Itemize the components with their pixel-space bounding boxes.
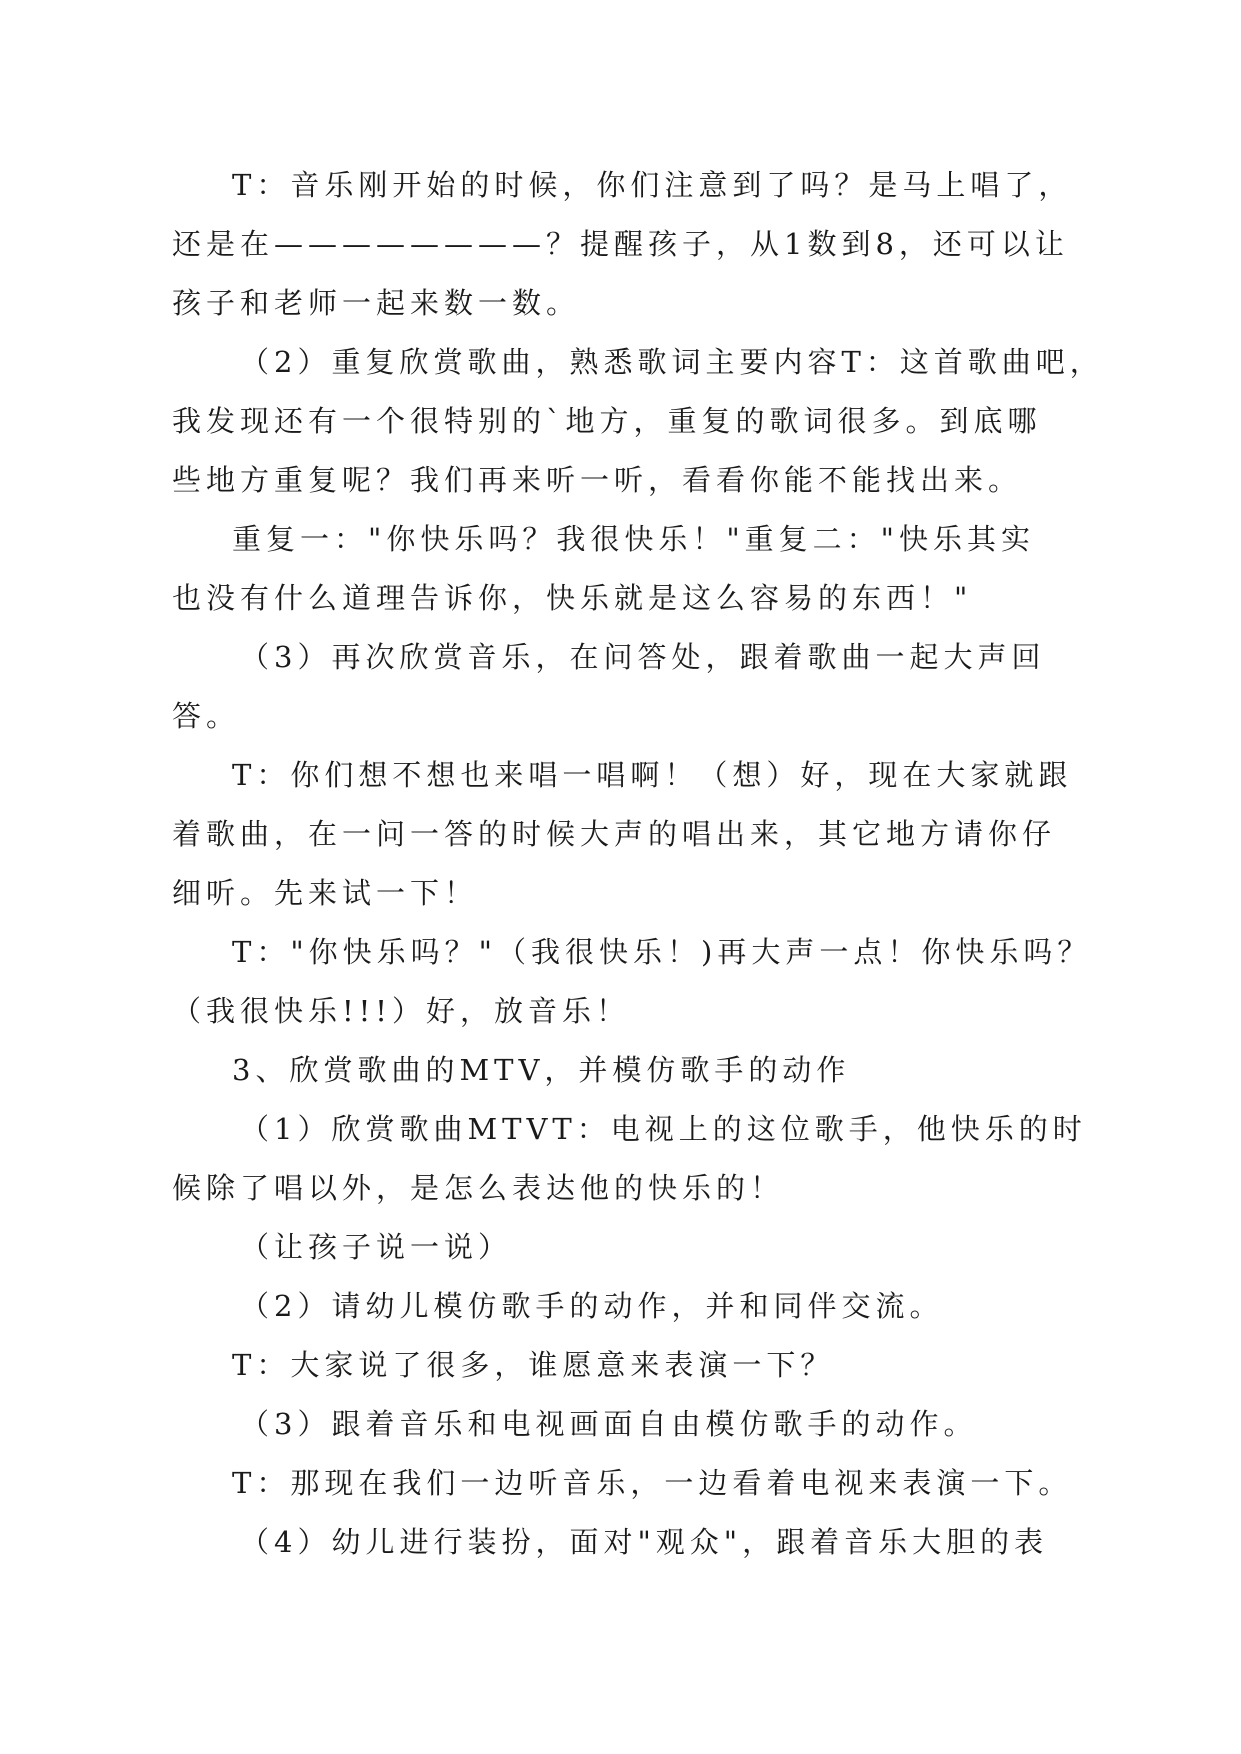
text-line: 着歌曲，在一问一答的时候大声的唱出来，其它地方请你仔 — [172, 817, 1057, 851]
text-line: （2）请幼儿模仿歌手的动作，并和同伴交流。 — [240, 1289, 944, 1323]
text-line: （让孩子说一说） — [240, 1230, 513, 1264]
text-line: T：你们想不想也来唱一唱啊！（想）好，现在大家就跟 — [232, 758, 1073, 792]
text-line: （1）欣赏歌曲MTVT：电视上的这位歌手，他快乐的时 — [240, 1112, 1087, 1146]
text-line: （2）重复欣赏歌曲，熟悉歌词主要内容T：这首歌曲吧， — [240, 345, 1104, 379]
text-line: （3）跟着音乐和电视画面自由模仿歌手的动作。 — [240, 1407, 978, 1441]
text-line: 还是在————————？提醒孩子，从1数到8，还可以让 — [172, 227, 1069, 261]
text-line: 孩子和老师一起来数一数。 — [172, 286, 581, 320]
text-line: 答。 — [172, 699, 241, 733]
text-line: T：音乐刚开始的时候，你们注意到了吗？是马上唱了， — [232, 168, 1073, 202]
text-line: 我发现还有一个很特别的`地方，重复的歌词很多。到底哪 — [172, 404, 1042, 438]
text-line: 重复一："你快乐吗？我很快乐！"重复二："快乐其实 — [232, 522, 1036, 556]
text-line: T：大家说了很多，谁愿意来表演一下？ — [232, 1348, 835, 1382]
text-line: 候除了唱以外，是怎么表达他的快乐的！ — [172, 1171, 785, 1205]
text-line: T：那现在我们一边听音乐，一边看着电视来表演一下。 — [232, 1466, 1073, 1500]
text-line: （3）再次欣赏音乐，在问答处，跟着歌曲一起大声回 — [240, 640, 1046, 674]
text-line: T："你快乐吗？"（我很快乐！)再大声一点！你快乐吗？ — [232, 935, 1092, 969]
text-line: （我很快乐!!!）好，放音乐！ — [172, 994, 630, 1028]
text-line: 也没有什么道理告诉你，快乐就是这么容易的东西！" — [172, 581, 973, 615]
text-line: 3、欣赏歌曲的MTV，并模仿歌手的动作 — [232, 1053, 851, 1087]
text-line: （4）幼儿进行装扮，面对"观众"，跟着音乐大胆的表 — [240, 1525, 1049, 1559]
text-line: 些地方重复呢？我们再来听一听，看看你能不能找出来。 — [172, 463, 1023, 497]
text-line: 细听。先来试一下！ — [172, 876, 479, 910]
